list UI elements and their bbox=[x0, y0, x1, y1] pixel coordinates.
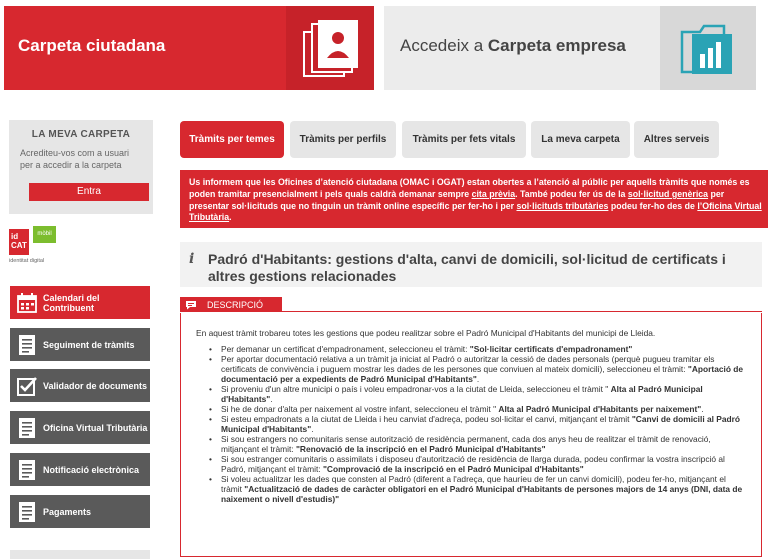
list-item bbox=[207, 435, 747, 455]
item-procedure-name: "Comprovació de la inscripció en el Padró Municipal d'Habitants" bbox=[322, 463, 584, 474]
item-procedure-name: "Actualització de dades de caràcter obligatori en el Padró Municipal d'Habitants de persones majors de 14 anys (DNI, data de naixement o nivell d'estudis)" bbox=[221, 483, 743, 504]
solicituds-tributaries-link[interactable]: sol·licituds tributàries bbox=[516, 200, 609, 211]
item-text: Per aportar documentació relativa a un tràmit ja iniciat al Padró o autoritzar la cessió de dades personals (perquè pugueu tramitar els certificats de convivència i puguem mostrar les dades de les persones que conviuen al mateix domicili), seleccioneu el tràmit: bbox=[221, 354, 715, 374]
item-text: Si he de donar d'alta per naixement al vostre infant, seleccioneu el tràmit " bbox=[221, 403, 499, 414]
item-procedure-name: "Renovació de la inscripció en el Padró Municipal d'Habitants" bbox=[295, 443, 546, 454]
notice-text: . bbox=[229, 212, 232, 223]
item-procedure-name: "Sol·licitar certificats d'empadronament" bbox=[469, 344, 633, 354]
list-item bbox=[207, 475, 747, 504]
carpeta-ciutadana-title: Carpeta ciutadana bbox=[18, 36, 166, 55]
document-list-icon bbox=[16, 501, 38, 523]
descripcio-list bbox=[207, 345, 747, 505]
item-text: Si sou estrangers no comunitaris sense autorització de residència permanent, cada dos anys heu de realitzar el tràmit de renovació, mitjançant el tràmit: bbox=[221, 434, 711, 454]
oficina-virtual-tributaria-link[interactable]: l’Oficina Virtual Tributària bbox=[189, 200, 762, 223]
document-list-icon bbox=[16, 459, 38, 481]
idcat-caption: identitat digital bbox=[9, 258, 45, 264]
calendar-icon bbox=[16, 292, 38, 314]
covid-notice bbox=[180, 170, 768, 228]
item-text: Si voleu actualitzar les dades que consten al Padró (diferent a l'adreça, que hauríeu de fer un canvi domicili), podeu fer-ho, mitjançant el tràmit bbox=[221, 474, 726, 494]
item-text: Si sou estranger comunitaris o assimilats i disposeu d'autorització de residència de llarga durada, podeu confirmar la vostra inscripció al Padró, mitjançant el tràmit: bbox=[221, 454, 725, 474]
item-procedure-name: Alta al Padró Municipal d'Habitants" bbox=[221, 383, 703, 404]
business-folder-chart-icon bbox=[660, 6, 756, 90]
la-meva-carpeta-title: LA MEVA CARPETA bbox=[31, 129, 131, 140]
list-item bbox=[207, 415, 747, 435]
info-icon: i bbox=[189, 251, 195, 267]
sidebar-item-label: Validador de documents bbox=[43, 380, 148, 391]
item-text: . bbox=[311, 423, 314, 434]
notice-text: podeu fer-ho des de bbox=[608, 200, 698, 211]
sidebar-item-calendari-contribuent[interactable] bbox=[10, 286, 150, 319]
item-text: . bbox=[270, 393, 273, 404]
entra-button[interactable]: Entra bbox=[29, 183, 149, 201]
la-meva-carpeta-panel bbox=[9, 120, 153, 214]
sidebar-bottom-panel bbox=[10, 550, 150, 559]
solicitud-generica-link[interactable]: sol·licitud genèrica bbox=[627, 188, 709, 199]
descripcio-tab[interactable] bbox=[180, 297, 282, 312]
sidebar-item-label: Calendari del Contribuent bbox=[43, 292, 100, 313]
list-item bbox=[207, 355, 747, 384]
carpeta-ciutadana-banner[interactable] bbox=[4, 6, 374, 90]
item-text: Per demanar un certificat d'empadronament, seleccioneu el tràmit: bbox=[221, 344, 470, 354]
sidebar-item-validador-documents[interactable] bbox=[10, 369, 150, 402]
tab-tramits-per-fets-vitals[interactable]: Tràmits per fets vitals bbox=[402, 121, 526, 158]
descripcio-label: DESCRIPCIÓ bbox=[207, 299, 264, 310]
tab-tramits-per-temes[interactable]: Tràmits per temes bbox=[180, 121, 284, 158]
tab-tramits-per-perfils[interactable]: Tràmits per perfils bbox=[290, 121, 396, 158]
notice-text: Us informem que les Oficines d’atenció ciutadana (OMAC i OGAT) estan obertes a l’atenció al públic per aquells tràmits que només es poden tramitar presencialment i pels quals caldrà demanar sempre bbox=[189, 177, 750, 199]
sidebar-item-label: Seguiment de tràmits bbox=[43, 339, 135, 350]
descripcio-intro: En aquest tràmit trobareu totes les gestions que podeu realitzar sobre el Padró Municipal d'Habitants del municipi de Lleida. bbox=[196, 328, 656, 338]
idcat-logo-text: id CAT bbox=[9, 229, 29, 255]
sidebar-item-oficina-virtual-tributaria[interactable] bbox=[10, 411, 150, 444]
document-list-icon bbox=[16, 417, 38, 439]
notice-text: . També podeu fer ús de la bbox=[515, 188, 628, 199]
carpeta-empresa-title bbox=[400, 36, 626, 56]
item-procedure-name: "Canvi de domicili al Padró Municipal d'Habitants" bbox=[221, 414, 741, 434]
tab-la-meva-carpeta[interactable]: La meva carpeta bbox=[531, 121, 630, 158]
carpeta-empresa-banner[interactable] bbox=[384, 6, 756, 90]
item-procedure-name: "Aportació de documentació per a expedients de Padró Municipal d'Habitants" bbox=[221, 363, 744, 384]
la-meva-carpeta-text: Acrediteu-vos com a usuari per a accedir a la carpeta bbox=[20, 148, 130, 170]
sidebar-item-pagaments[interactable] bbox=[10, 495, 150, 528]
item-text: Si proveniu d'un altre municipi o país i voleu empadronar-vos a la ciutat de Lleida, seleccioneu el tràmit " bbox=[221, 383, 611, 394]
item-text: . bbox=[476, 373, 480, 384]
idcat-mobil-logo[interactable] bbox=[9, 226, 57, 276]
citizen-folder-icon bbox=[286, 6, 374, 90]
page-header bbox=[180, 242, 762, 287]
item-text: . bbox=[701, 403, 704, 414]
carpeta-empresa-bold: Carpeta empresa bbox=[487, 36, 626, 55]
tab-altres-serveis[interactable]: Altres serveis bbox=[634, 121, 719, 158]
idcat-mobil-badge: mòbil bbox=[33, 226, 56, 243]
item-text: Si esteu empadronats a la ciutat de Lleida i heu canviat d'adreça, podeu sol·licitar el canvi, mitjançant el tràmit bbox=[221, 414, 632, 425]
page-title: Padró d'Habitants: gestions d'alta, canvi de domicili, sol·licitud de certificats i altres gestions relacionades bbox=[208, 251, 726, 284]
sidebar-item-seguiment-tramits[interactable] bbox=[10, 328, 150, 361]
document-list-icon bbox=[16, 334, 38, 356]
sidebar-item-label: Notificació electrònica bbox=[43, 464, 140, 475]
checkbox-icon bbox=[16, 375, 38, 397]
notice-text: per presentar sol·licituds que no tinguin un tràmit online específic per fer-ho i per bbox=[189, 188, 725, 211]
sidebar-item-label: Pagaments bbox=[43, 506, 92, 517]
list-item bbox=[207, 455, 747, 475]
carpeta-empresa-prefix: Accedeix a bbox=[400, 36, 488, 55]
cita-previa-link[interactable]: cita prèvia bbox=[471, 188, 516, 199]
list-item bbox=[207, 385, 747, 405]
sidebar-item-label: Oficina Virtual Tributària bbox=[43, 422, 148, 433]
descripcio-divider bbox=[282, 311, 762, 312]
sidebar-item-notificacio-electronica[interactable] bbox=[10, 453, 150, 486]
item-procedure-name: Alta al Padró Municipal d'Habitants per naixement" bbox=[498, 403, 702, 414]
speech-bubble-icon bbox=[185, 300, 197, 310]
